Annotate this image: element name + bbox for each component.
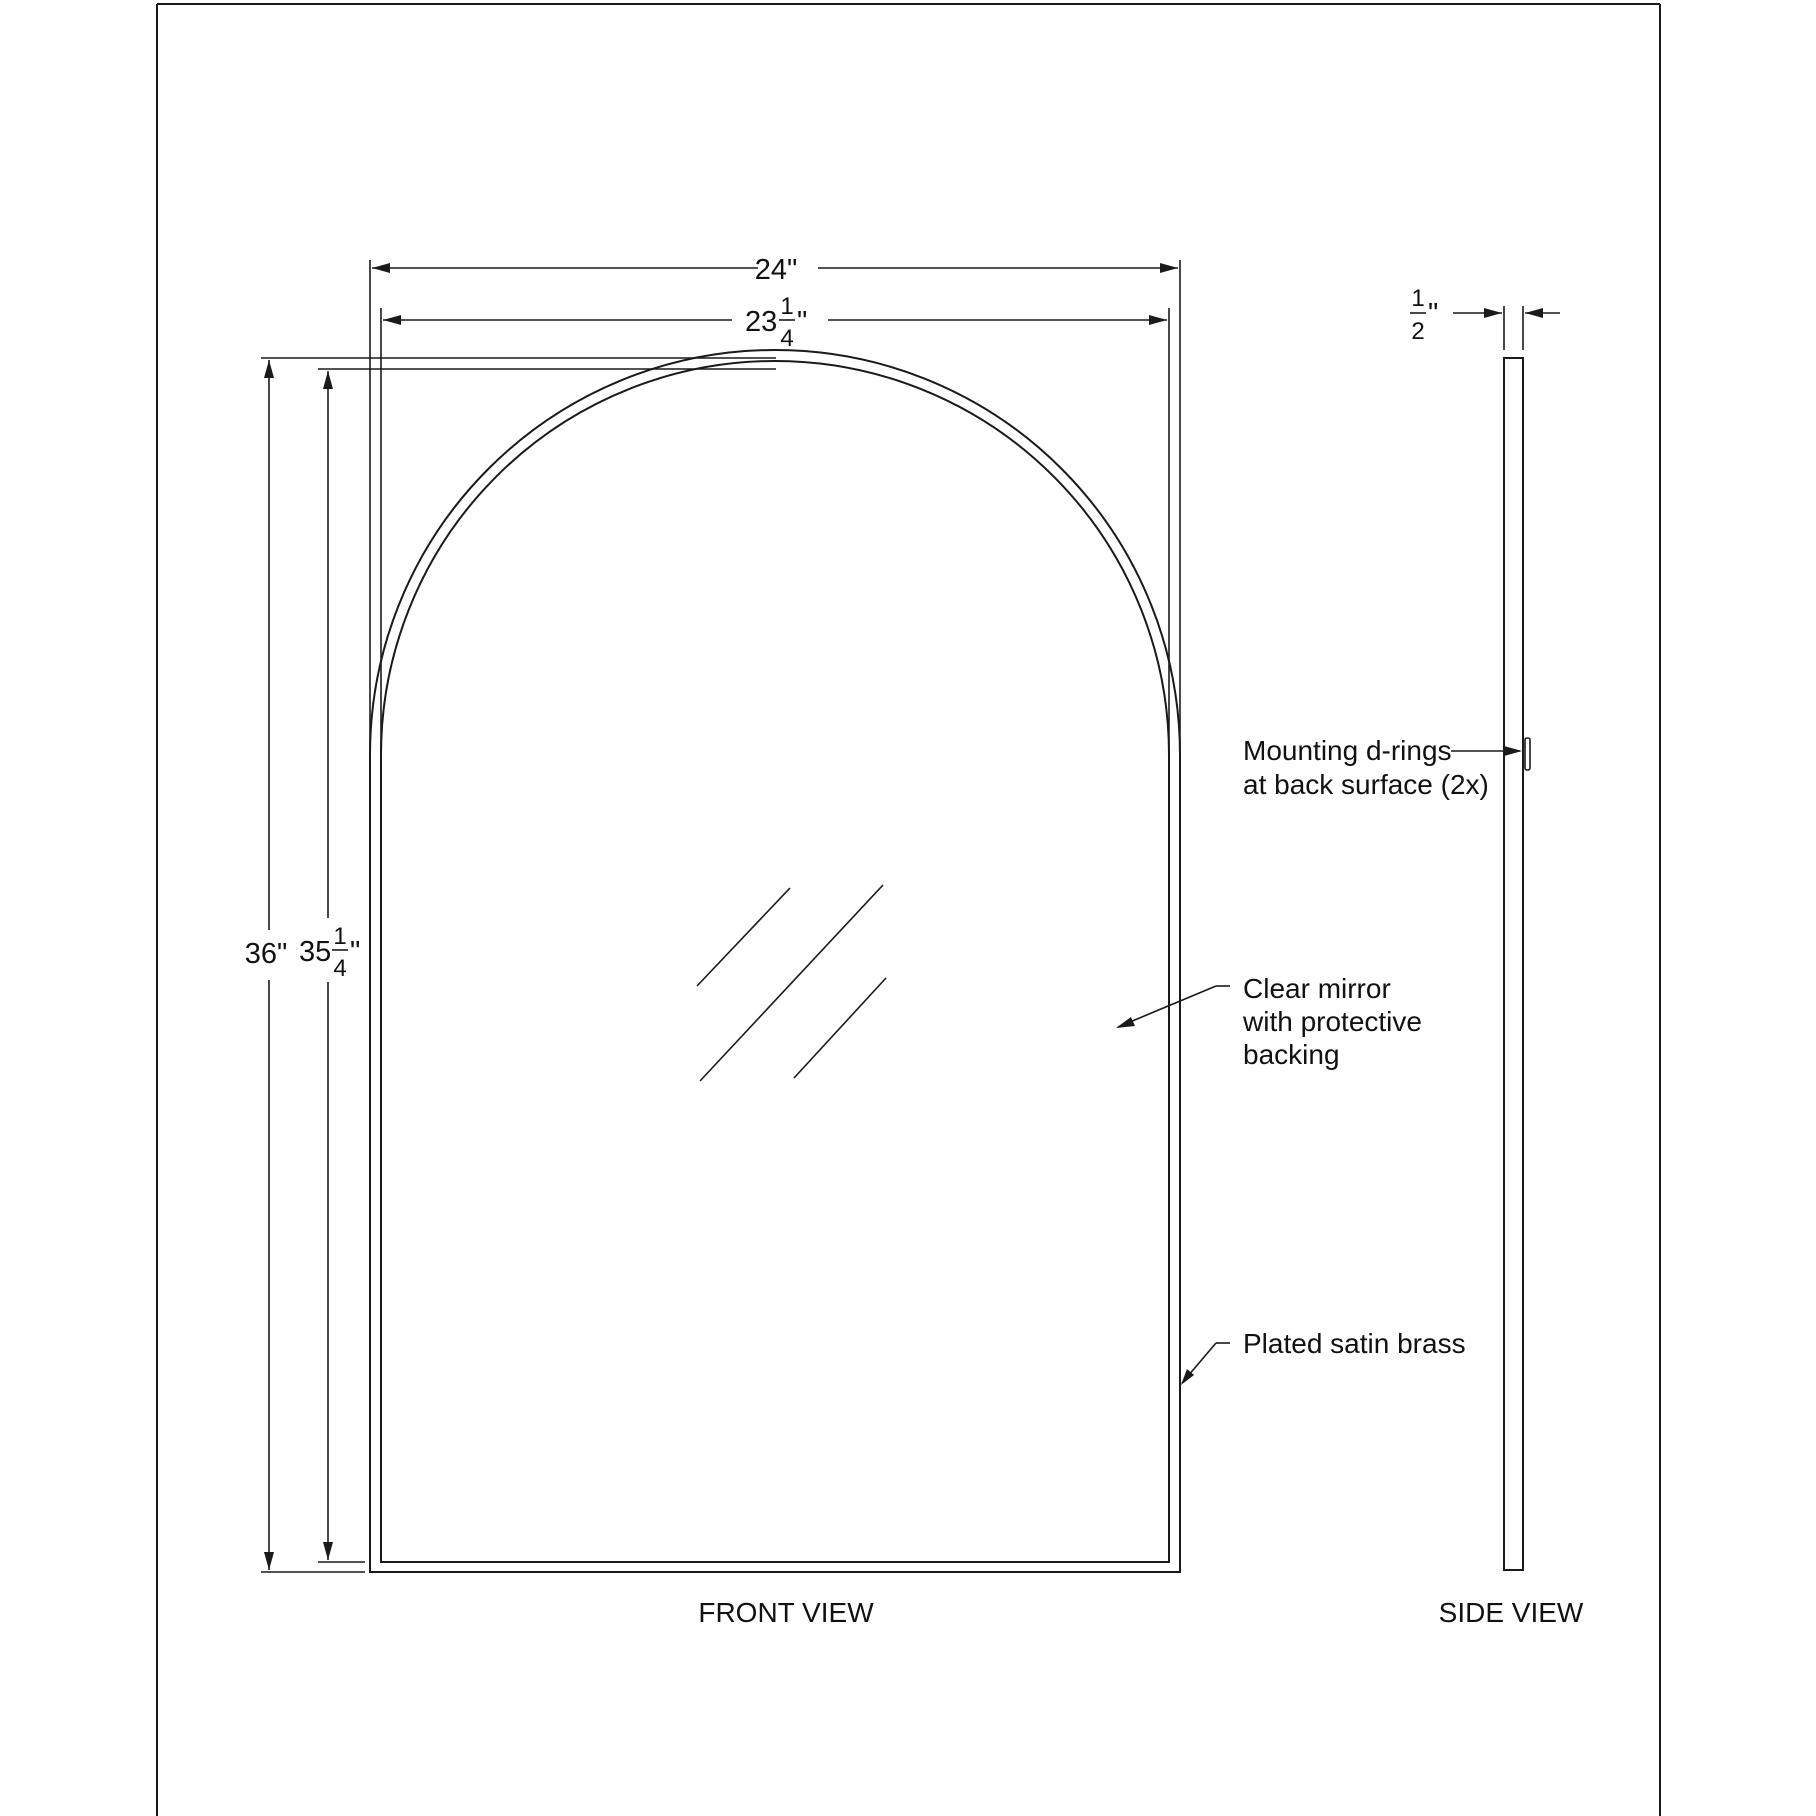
- frame-callout: [1181, 1328, 1466, 1385]
- mirror-callout-line3: backing: [1243, 1039, 1340, 1070]
- inner-height-numerator: 1: [333, 923, 347, 950]
- inner-width-numerator: 1: [780, 293, 794, 320]
- depth-numerator: 1: [1411, 285, 1425, 312]
- depth-unit: ": [1428, 298, 1439, 330]
- inner-width-unit: ": [797, 306, 808, 338]
- depth-dimension: [1410, 285, 1560, 350]
- inner-height-dimension: [299, 371, 360, 1560]
- mirror-reflection-lines: [697, 885, 886, 1081]
- overall-height-label: 36": [244, 938, 288, 970]
- inner-width-denominator: 4: [780, 325, 794, 352]
- inner-height-whole: 35: [299, 936, 332, 968]
- overall-height-dimension: [245, 360, 288, 1570]
- inner-height-denominator: 4: [333, 955, 347, 982]
- d-rings-callout-line2: at back surface (2x): [1243, 769, 1489, 800]
- frame-callout-line1: Plated satin brass: [1243, 1328, 1466, 1359]
- mirror-callout-line1: Clear mirror: [1243, 973, 1391, 1004]
- mirror-callout-line2: with protective: [1243, 1006, 1422, 1037]
- front-view-label: FRONT VIEW: [698, 1597, 874, 1628]
- inner-width-dimension: [383, 293, 1167, 352]
- mirror-frame-inner: [381, 361, 1169, 1562]
- mirror-frame-outer: [370, 350, 1180, 1572]
- overall-width-label: 24": [754, 254, 798, 286]
- depth-denominator: 2: [1411, 318, 1425, 345]
- mirror-callout: [1116, 973, 1422, 1070]
- inner-width-whole: 23: [745, 306, 778, 338]
- d-rings-callout: [1243, 735, 1522, 800]
- overall-width-dimension: [372, 254, 1178, 286]
- inner-height-unit: ": [350, 936, 361, 968]
- side-view-profile: [1504, 358, 1530, 1570]
- side-view-label: SIDE VIEW: [1438, 1597, 1584, 1628]
- page-border: [157, 4, 1660, 1816]
- d-rings-callout-line1: Mounting d-rings: [1243, 735, 1452, 766]
